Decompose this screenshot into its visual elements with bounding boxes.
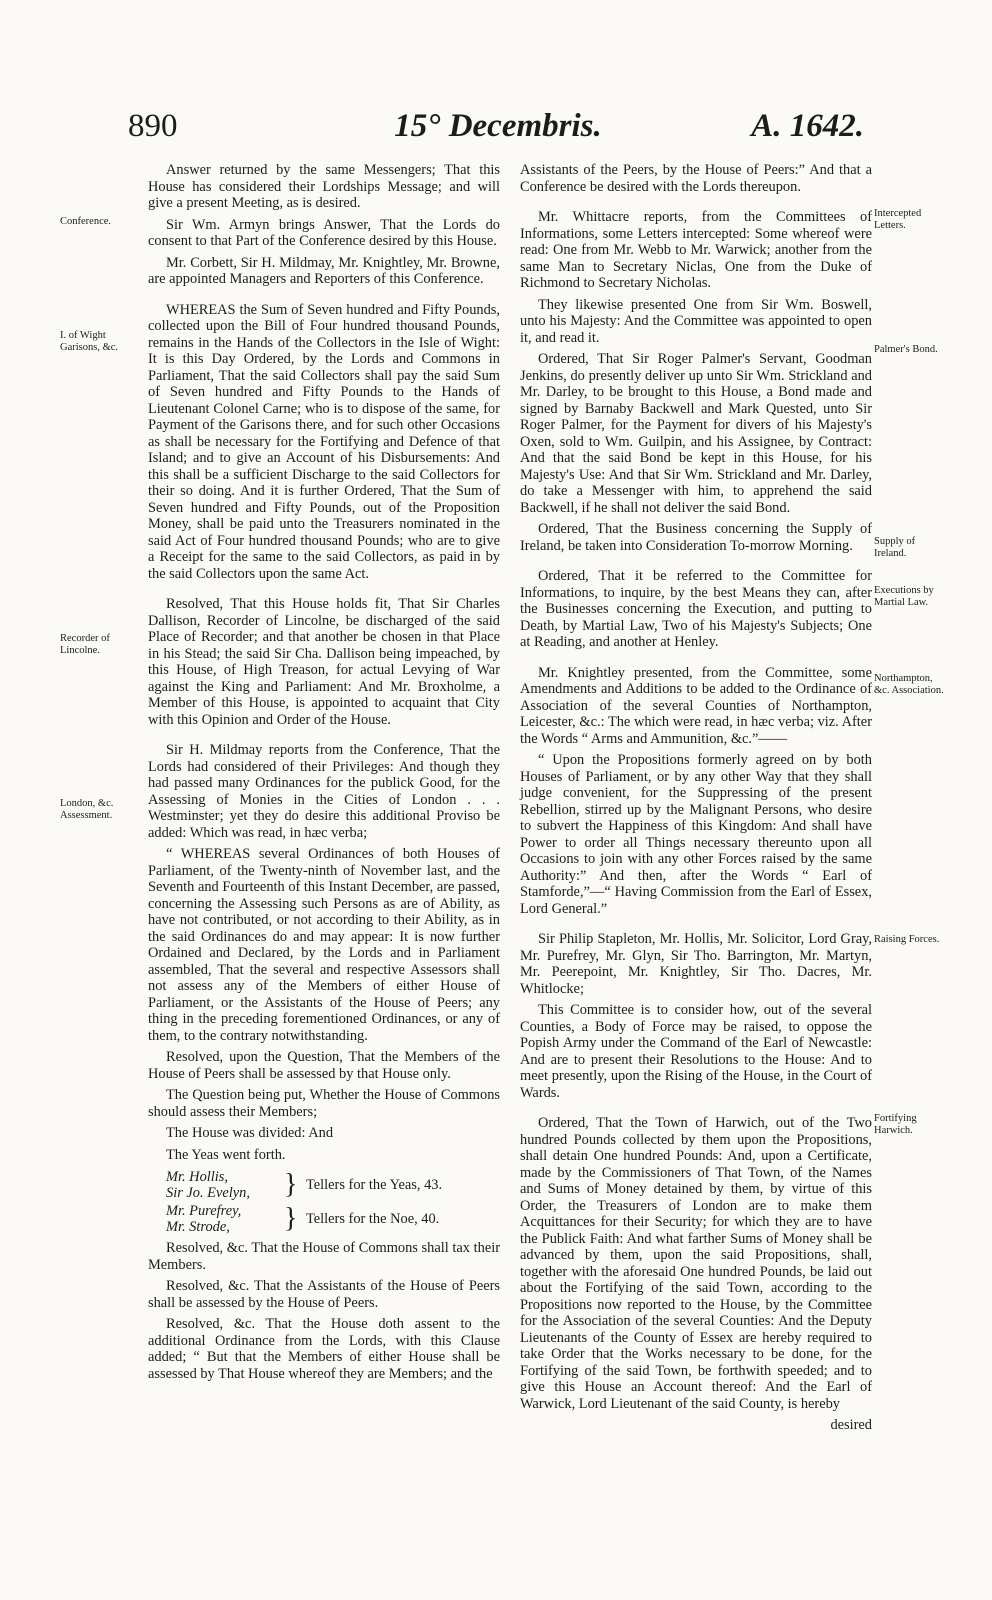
page-header — [128, 108, 864, 158]
margin-note-ireland: Supply of Ireland. — [874, 536, 916, 559]
paragraph: This Committee is to consider how, out of the several Counties, a Body of Force may be raised, to oppose the Popish Army under the Command of the Earl of Newcastle: And are to present their Resolutions to the House: And to meet presently, upon the Rising of the House, in the Court of Wards. — [520, 1002, 872, 1101]
page-title: 15° Decembris. — [394, 108, 602, 144]
paragraph: Ordered, That it be referred to the Committee for Informations, to inquire, by the best Means they can, after the Businesses concerning the Execution, and putting to Death, by Martial Law, Two of his Majesty's Subjects; One at Reading, and another at Henley. — [520, 568, 872, 650]
paragraph: The Question being put, Whether the House of Commons should assess their Members; — [148, 1087, 500, 1120]
tellers-label: Tellers for the Yeas, 43. — [306, 1176, 443, 1193]
paragraph: Resolved, &c. That the Assistants of the House of Peers shall be assessed by the House of Peers. — [148, 1278, 500, 1311]
paragraph: Mr. Whittacre reports, from the Committees of Informations, some Letters intercepted: Some whereof were read: One from Mr. Webb to Mr. Warwick; another from the same Man to Secretary Niclas, One from the Duke of Richmond to Secretary Nicholas. — [520, 209, 872, 291]
margin-note-conference: Conference. — [60, 216, 112, 227]
paragraph: “ WHEREAS several Ordinances of both Houses of Parliament, of the Twenty-ninth of November last, and the Seventh and Fourteenth of this Instant December, are passed, concerning the Assessing such Persons as are of Ability, as have not contributed, or not according to their Ability, as in the said Ordinances do and may appear: It is now further Ordained and Declared, by the Lords and in Parliament assembled, That the several and respective Assessors shall not assess any of the Members of either House of Parliament, or the Assistants of the House of Peers; any thing in the preceding forementioned Ordinances, or any of them, to the contrary notwithstanding. — [148, 846, 500, 1044]
paragraph: Sir Philip Stapleton, Mr. Hollis, Mr. Solicitor, Lord Gray, Mr. Purefrey, Mr. Glyn, Sir Tho. Barrington, Mr. Martyn, Mr. Peerepoint, Mr. Knightley, Sir Tho. Dacres, Mr. Whitlocke; — [520, 931, 872, 997]
tellers-row-noes — [148, 1202, 500, 1236]
margin-note-northampton: Northampton, &c. Association. — [874, 673, 944, 696]
paragraph: Sir Wm. Armyn brings Answer, That the Lords do consent to that Part of the Conference desired by this House. — [148, 216, 500, 249]
paragraph: WHEREAS the Sum of Seven hundred and Fifty Pounds, collected upon the Bill of Four hundred thousand Pounds, remains in the Hands of the Collectors in the Isle of Wight: It is this Day Ordered, by the Lords and Commons in Parliament, That the said Collectors shall pay the said Sum of Seven hundred and Fifty Pounds to the Hands of Lieutenant Colonel Carne; who is to dispose of the same, for Payment of the Garisons there, and for such other Occasions as shall be necessary for the Fortifying and Defence of that Island; and to give an Account of his Disbursements: And this shall be a sufficient Discharge to the said Collectors for their so doing. And it is further Ordered, That the Sum of Seven hundred and Fifty Pounds, out of the Proposition Money, shall be paid unto the Treasurers nominated in the said Act of Four hundred thousand Pounds; who are to give a Receipt for the same to the said Collectors, as paid in by the said Collectors upon the same Act. — [148, 301, 500, 582]
page-number: 890 — [128, 108, 178, 144]
paragraph: Ordered, That the Business concerning the Supply of Ireland, be taken into Consideration To-morrow Morning. — [520, 521, 872, 554]
paragraph: Resolved, That this House holds fit, That Sir Charles Dallison, Recorder of Lincolne, be discharged of the said Place of Recorder; and that another be chosen in that Place in his Stead; the said Sir Cha. Dallison being impeached, by this House, of High Treason, for actual Levying of War against the King and Parliament: And Mr. Broxholme, a Member of this House, is appointed to acquaint that City with this Opinion and Order of the House. — [148, 596, 500, 728]
page-year: A. 1642. — [751, 108, 864, 144]
paragraph: Ordered, That Sir Roger Palmer's Servant, Goodman Jenkins, do presently deliver up unto Sir Wm. Strickland and Mr. Darley, to be brought to this House, a Bond made and signed by Barnaby Backwell and Mark Quested, unto Sir Roger Palmer, for the Payment for divers of his Majesty's Oxen, sold to Wm. Guilpin, and his Assignee, by Contract: And that the said Bond be kept in this House, for his Majesty's Use: And that Sir Wm. Strickland and Mr. Darley, do take a Messenger with him, to apprehend the said Backwell, if he shall not deliver the said Bond. — [520, 351, 872, 516]
paragraph: “ Upon the Propositions formerly agreed on by both Houses of Parliament, or by any other Way that they shall judge convenient, for the Suppressing of the present Rebellion, stirred up by the Malignant Persons, who desire to subvert the Happiness of this Kingdom: And shall have Power to order all Things necessary thereunto upon all Occasions to join with any other Forces raised by the same Authority:” And then, after the Words “ Earl of Stamforde,”—“ Having Commission from the Earl of Essex, Lord General.” — [520, 752, 872, 917]
margin-note-isle-of-wight: I. of Wight Garisons, &c. — [60, 330, 119, 353]
paragraph: They likewise presented One from Sir Wm. Boswell, unto his Majesty: And the Committee was appointed to open it, and read it. — [520, 296, 872, 346]
paragraph: The House was divided: And — [166, 1125, 334, 1141]
paragraph: The Yeas went forth. — [166, 1146, 286, 1163]
margin-note-raising: Raising Forces. — [874, 934, 940, 945]
tellers-list — [148, 1168, 500, 1236]
paragraph: Resolved, &c. That the House of Commons shall tax their Members. — [148, 1240, 500, 1273]
margin-note-london: London, &c. Assessment. — [60, 798, 114, 821]
paragraph: Resolved, &c. That the House doth assent to the additional Ordinance from the Lords, with this Clause added; “ But that the Members of either House shall be assessed by That House whereof they are Members; and the — [148, 1316, 500, 1382]
paragraph: Answer returned by the same Messengers; That this House has considered their Lordships Message; and will give a present Meeting, as is desired. — [148, 162, 500, 211]
paragraph: Ordered, That the Town of Harwich, out of the Two hundred Pounds collected by them upon the Propositions, shall detain One hundred Pounds: And, upon a Certificate, made by the Commissioners of That Town, of the Names and Sums of Money detained by them, by virtue of this Order, the Treasurers of London are to make them Acquittances for their Security; for which they are to have the Publick Faith: And what farther Sums of Money shall be advanced by them, upon the said Propositions, shall, together with the aforesaid One hundred Pounds, be laid out about the Fortifying of the said Town, according to the Propositions now reported to the House, by the Committee for the Association of the several Counties: And the Deputy Lieutenants of the County of Essex are hereby required to take Order that the Works necessary to be done, for the Fortifying of the said Town, be forthwith speeded; and to give this House an Account thereof: And the Earl of Warwick, Lord Lieutenant of the said County, is hereby — [520, 1115, 872, 1412]
margin-note-intercepted: Intercepted Letters. — [874, 208, 922, 231]
brace-icon: } — [284, 1203, 298, 1234]
catchword: desired — [830, 1417, 872, 1433]
tellers-label: Tellers for the Noe, 40. — [306, 1210, 440, 1227]
teller-name: Mr. Purefrey, — [166, 1203, 242, 1219]
tellers-row-yeas — [148, 1168, 500, 1202]
teller-name: Mr. Hollis, — [166, 1169, 228, 1185]
teller-names — [148, 1203, 284, 1235]
margin-note-palmer: Palmer's Bond. — [874, 344, 938, 355]
teller-name: Sir Jo. Evelyn, — [166, 1185, 250, 1201]
brace-icon: } — [284, 1169, 298, 1200]
paragraph: Mr. Knightley presented, from the Committee, some Amendments and Additions to be added to the Ordinance of Association of the several Counties of Northampton, Leicester, &c.: The which were read, in hæc verba; viz. After the Words “ Arms and Ammunition, &c.”—— — [520, 664, 872, 747]
margin-note-harwich: Fortifying Harwich. — [874, 1113, 917, 1136]
teller-names — [148, 1169, 284, 1201]
margin-note-recorder: Recorder of Lincolne. — [60, 633, 110, 656]
paragraph: Resolved, upon the Question, That the Members of the House of Peers shall be assessed by that House only. — [148, 1049, 500, 1082]
paragraph: Sir H. Mildmay reports from the Conference, That the Lords had considered of their Privileges: And though they had passed many Ordinances for the publick Good, for the Assessing of Monies in the Cities of London . . . Westminster; yet they do desire this additional Proviso be added: Which was read, in hæc verba; — [148, 742, 500, 841]
paragraph: Mr. Corbett, Sir H. Mildmay, Mr. Knightley, Mr. Browne, are appointed Managers and Reporters of this Conference. — [148, 254, 500, 287]
margin-note-executions: Executions by Martial Law. — [874, 585, 934, 608]
teller-name: Mr. Strode, — [166, 1219, 230, 1235]
right-column — [520, 162, 872, 1434]
paragraph: Assistants of the Peers, by the House of Peers:” And that a Conference be desired with the Lords thereupon. — [520, 162, 872, 195]
left-column — [148, 162, 500, 1387]
